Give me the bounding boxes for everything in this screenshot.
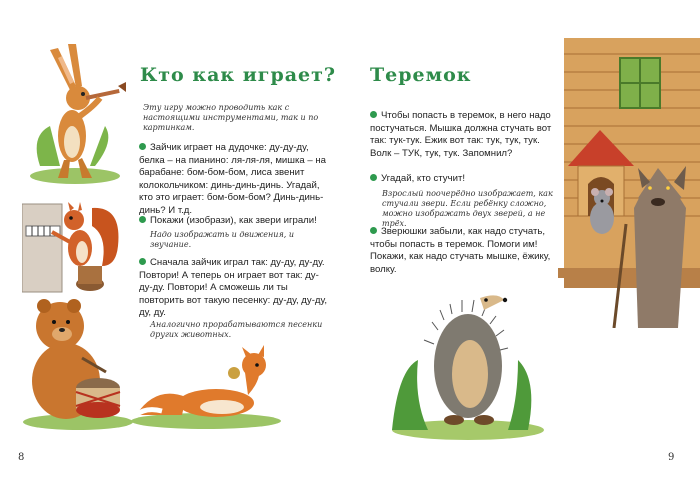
- page-number: 9: [668, 452, 675, 463]
- intro-note: Эту игру можно проводить как с настоящими инструментами, так и по картинкам.: [143, 103, 319, 132]
- bullet-icon: [370, 111, 377, 118]
- squirrel-at-piano-illustration: [22, 196, 132, 296]
- page-number: 8: [18, 452, 25, 463]
- bullet-icon: [370, 227, 377, 234]
- bullet-icon: [139, 143, 146, 150]
- note-adult-imitates: Взрослый поочерёдно изображает, как стучали звери. Если ребёнку сложно, можно изображать двух зверей, а не трёх.: [382, 189, 553, 228]
- paragraph-repeat-rhythm: Сначала зайчик играл так: ду-ду, ду-ду. Повтори! А теперь он играет вот так: ду-ду-ду. Повтори! А сможешь ли ты повторить вот такую песенку: ду-ду, ду-ду, ду, ду.: [139, 257, 327, 318]
- page-title: Теремок: [370, 64, 472, 86]
- note-other-songs: Аналогично прорабатываются песенки других животных.: [150, 320, 323, 339]
- paragraph-guess-knocker: Угадай, кто стучит!: [370, 173, 556, 186]
- paragraph-hare-instruments: Зайчик играет на дудочке: ду-ду-ду, белка – на пианино: ля-ля-ля, мишка – на барабане: бом-бом-бом, лиса звенит колокольчиком: динь-динь-динь. Угадай, кто это играет: бом-бом-бом? Динь-динь-динь? И т.д.: [139, 142, 327, 216]
- teremok-house-illustration: [538, 38, 700, 328]
- paragraph-knock-teremok: Чтобы попасть в теремок, в него надо постучаться. Мышка должна стучать вот так: тук-тук. Ежик вот так: тук, тук, тук. Волк – ТУК, тук, тук. Запомнил?: [370, 110, 552, 159]
- paragraph-help-animals: Зверюшки забыли, как надо стучать, чтобы попасть в теремок. Помоги им! Покажи, как надо стучать мышке, ёжику, волку.: [370, 226, 551, 275]
- bullet-icon: [139, 258, 146, 265]
- bullet-icon: [370, 174, 377, 181]
- fox-with-bell-illustration: [126, 345, 286, 430]
- bullet-icon: [139, 216, 146, 223]
- page-title: Кто как играет?: [140, 64, 337, 86]
- note-movements: Надо изображать и движения, и звучание.: [150, 230, 294, 249]
- paragraph-show-animals: Покажи (изобрази), как звери играли!: [139, 215, 331, 228]
- hedgehog-illustration: [388, 270, 548, 440]
- right-page: [350, 0, 700, 478]
- hare-playing-pipe-illustration: [20, 36, 130, 186]
